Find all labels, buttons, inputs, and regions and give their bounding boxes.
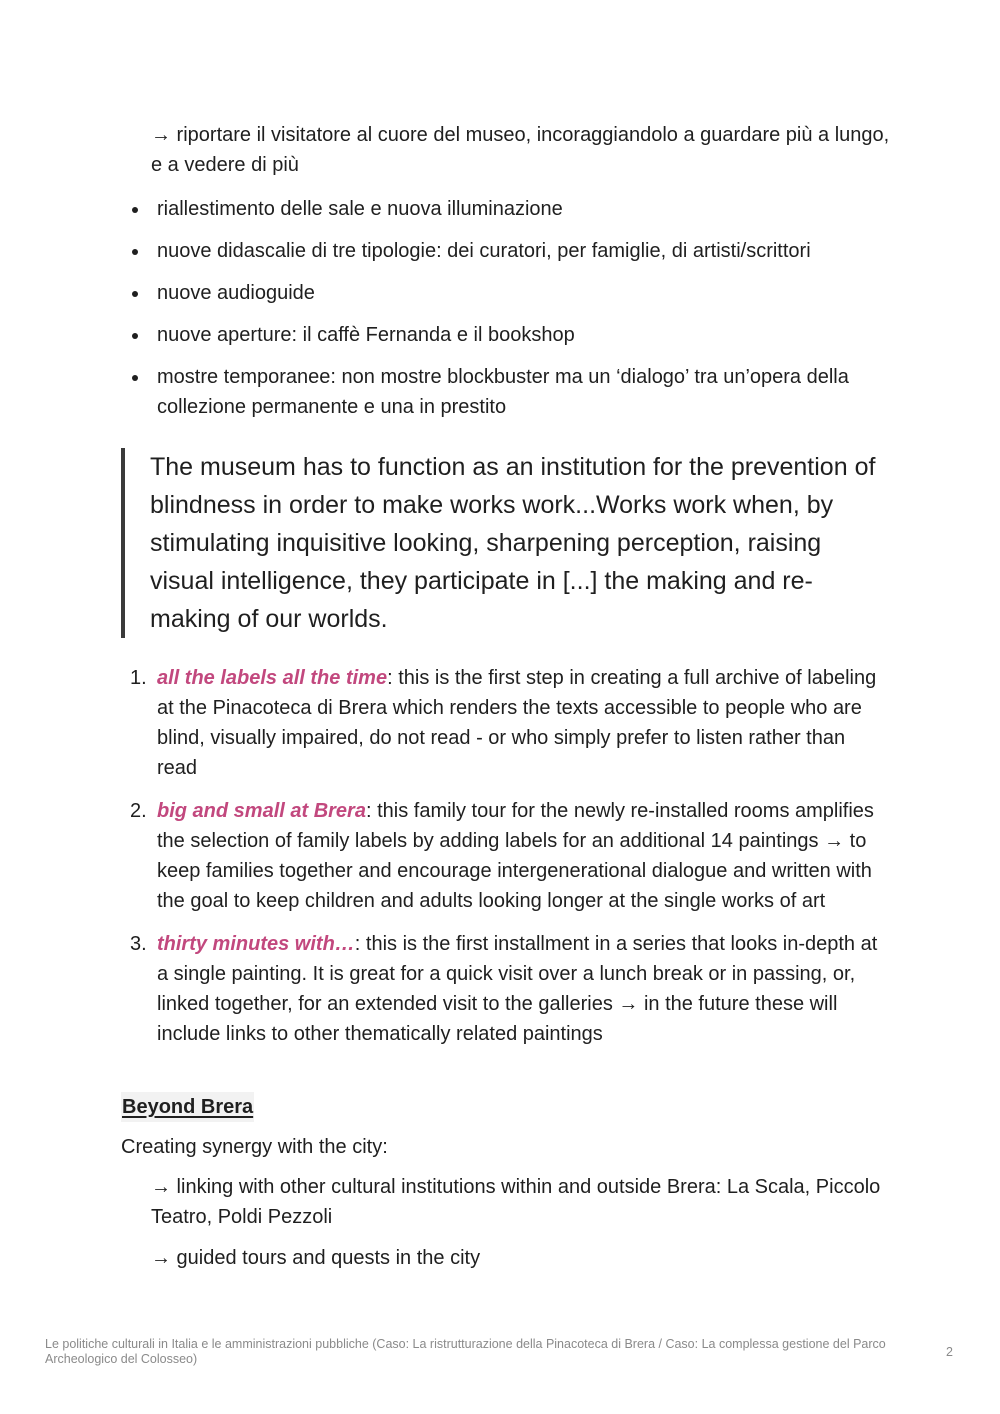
list-item: nuove audioguide (130, 278, 890, 308)
list-item (130, 929, 890, 1049)
list-number: 3. (130, 933, 147, 955)
goal-line: → riportare il visitatore al cuore del museo, incoraggiandolo a guardare più a lungo, e a vedere di più (151, 124, 890, 176)
item-text: : this is the first installment in a series that looks in-depth at a single painting. It is great for a quick visit over a lunch break or in passing, or, linked together, for an extended visit to the galleries → in the future these will include links to other thematically related paintings (157, 933, 878, 1045)
block-quote (121, 448, 891, 638)
numbered-list (130, 663, 890, 1062)
item-title: big and small at Brera (157, 800, 366, 822)
list-number: 1. (130, 667, 147, 689)
section-heading: Beyond Brera (121, 1092, 254, 1122)
page-number: 2 (946, 1345, 953, 1359)
list-item (130, 663, 890, 783)
list-item: mostre temporanee: non mostre blockbuster ma un ‘dialogo’ tra un’opera della collezione permanente e una in prestito (130, 362, 890, 422)
bullet-list (130, 194, 890, 434)
page-footer: Le politiche culturali in Italia e le amministrazioni pubbliche (Caso: La ristrutturazione della Pinacoteca di Brera / Caso: La complessa gestione del Parco Archeologico del Colosseo) (45, 1337, 886, 1366)
list-item (130, 796, 890, 916)
list-item: nuove aperture: il caffè Fernanda e il bookshop (130, 320, 890, 350)
item-title: thirty minutes with… (157, 933, 355, 955)
synergy-line: → linking with other cultural institutions within and outside Brera: La Scala, Piccolo Teatro, Poldi Pezzoli (151, 1176, 881, 1228)
list-number: 2. (130, 800, 147, 822)
section-intro: Creating synergy with the city: (121, 1136, 388, 1158)
list-item: nuove didascalie di tre tipologie: dei curatori, per famiglie, di artisti/scrittori (130, 236, 890, 266)
list-item: riallestimento delle sale e nuova illuminazione (130, 194, 890, 224)
quote-text: The museum has to function as an institution for the prevention of blindness in order to make works work...Works work when, by stimulating inquisitive looking, sharpening perception, raising visual intelligence, they participate in [...] the making and re-making of our worlds. (150, 453, 876, 633)
item-text: : this family tour for the newly re-installed rooms amplifies the selection of family labels by adding labels for an additional 14 paintings → to keep families together and encourage intergenerational dialogue and written with the goal to keep children and adults looking longer at the single works of art (157, 800, 874, 912)
synergy-line: → guided tours and quests in the city (151, 1247, 481, 1269)
item-title: all the labels all the time (157, 667, 388, 689)
item-text: : this is the first step in creating a full archive of labeling at the Pinacoteca di Brera which renders the texts accessible to people who are blind, visually impaired, do not read - or who simply prefer to listen rather than read (157, 667, 877, 779)
